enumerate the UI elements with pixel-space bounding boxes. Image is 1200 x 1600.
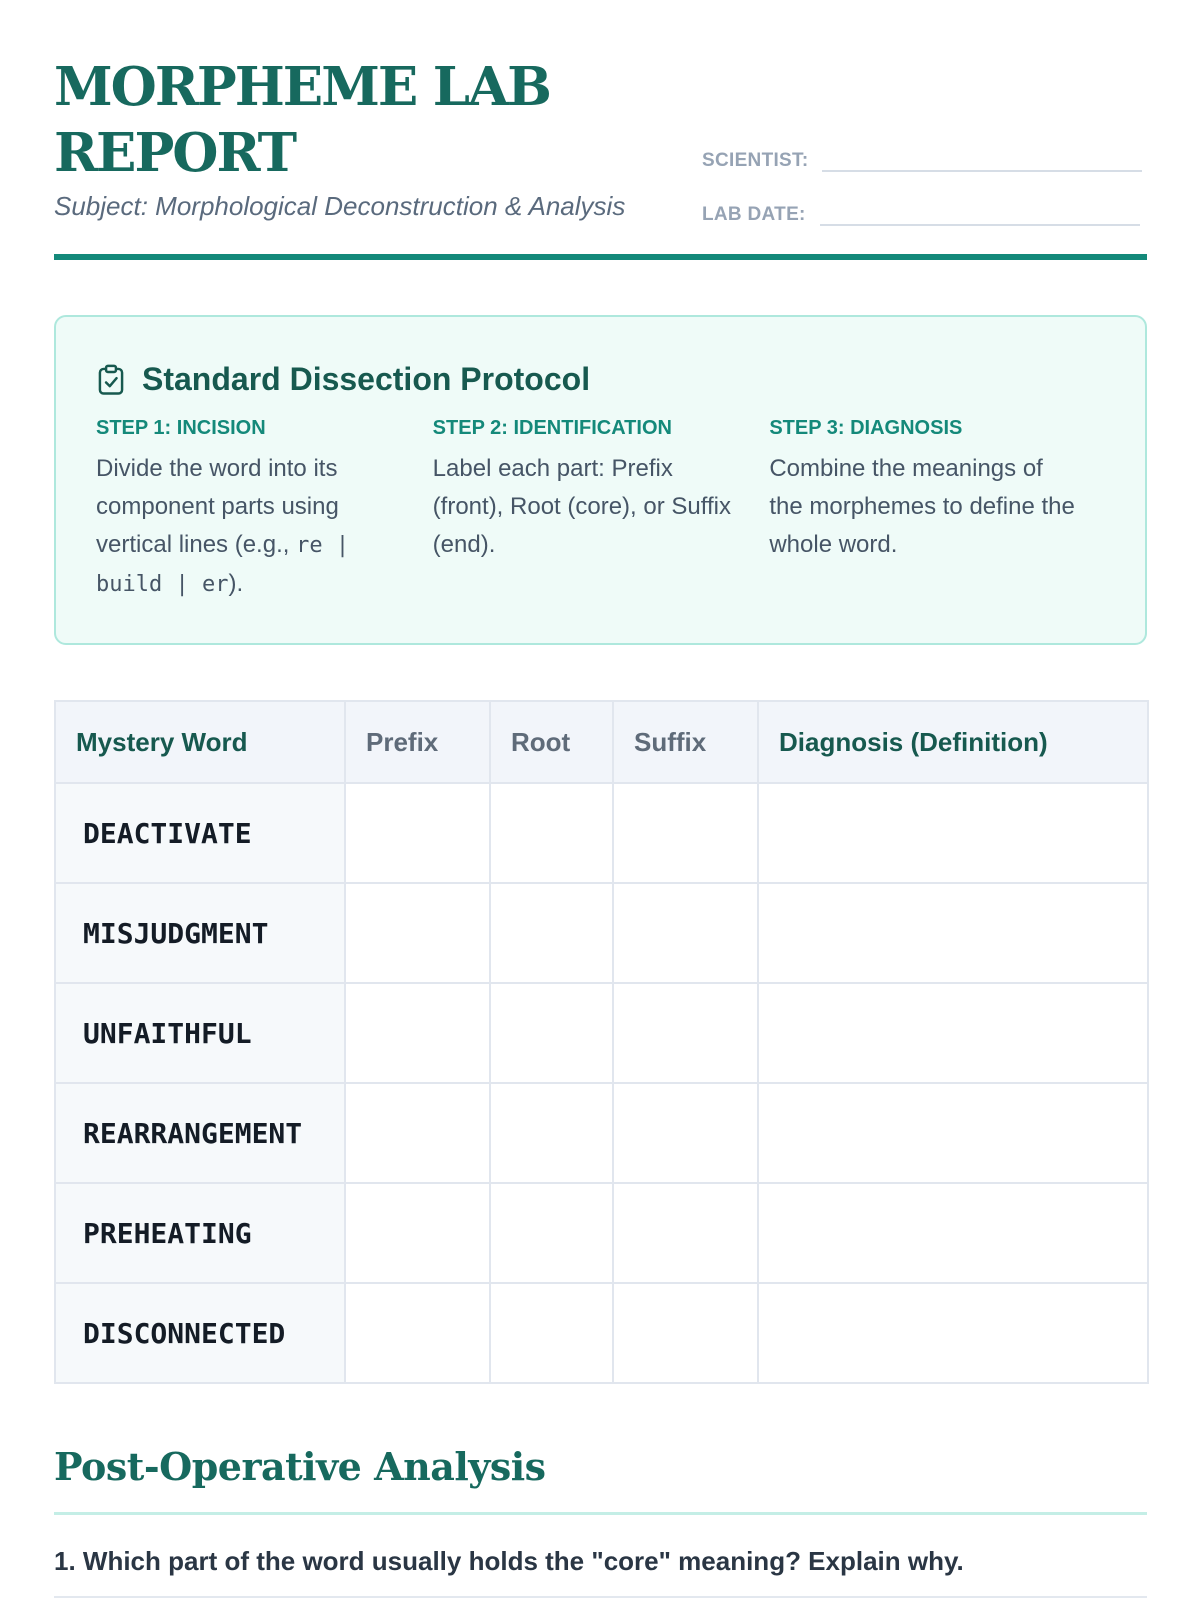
column-header-root: Root bbox=[490, 701, 613, 783]
suffix-cell[interactable] bbox=[613, 983, 758, 1083]
suffix-cell[interactable] bbox=[613, 1183, 758, 1283]
analysis-divider bbox=[54, 1512, 1147, 1515]
diagnosis-cell[interactable] bbox=[758, 1083, 1148, 1183]
protocol-title: Standard Dissection Protocol bbox=[142, 361, 591, 397]
lab-date-label: LAB DATE: bbox=[702, 204, 806, 225]
diagnosis-cell[interactable] bbox=[758, 1183, 1148, 1283]
morpheme-table bbox=[54, 700, 1149, 1384]
column-header-suffix: Suffix bbox=[613, 701, 758, 783]
mystery-word-cell: REARRANGEMENT bbox=[55, 1083, 345, 1183]
prefix-cell[interactable] bbox=[345, 1083, 490, 1183]
table-header-row bbox=[55, 701, 1148, 783]
root-cell[interactable] bbox=[490, 983, 613, 1083]
suffix-cell[interactable] bbox=[613, 1283, 758, 1383]
table-row bbox=[55, 983, 1148, 1083]
diagnosis-cell[interactable] bbox=[758, 1283, 1148, 1383]
mystery-word-cell: DEACTIVATE bbox=[55, 783, 345, 883]
suffix-cell[interactable] bbox=[613, 783, 758, 883]
root-cell[interactable] bbox=[490, 783, 613, 883]
column-header-diagnosis: Diagnosis (Definition) bbox=[758, 701, 1148, 783]
analysis-heading: Post-Operative Analysis bbox=[54, 1444, 546, 1489]
step-3 bbox=[769, 417, 1106, 604]
table-row bbox=[55, 1283, 1148, 1383]
root-cell[interactable] bbox=[490, 1283, 613, 1383]
diagnosis-cell[interactable] bbox=[758, 883, 1148, 983]
suffix-cell[interactable] bbox=[613, 883, 758, 983]
scientist-label: SCIENTIST: bbox=[702, 150, 809, 171]
step-label: STEP 3: DIAGNOSIS bbox=[769, 417, 963, 439]
answer-line[interactable] bbox=[54, 1596, 1147, 1598]
prefix-cell[interactable] bbox=[345, 1183, 490, 1283]
column-header-prefix: Prefix bbox=[345, 701, 490, 783]
diagnosis-cell[interactable] bbox=[758, 983, 1148, 1083]
report-subject: Subject: Morphological Deconstruction & Analysis bbox=[54, 191, 626, 221]
step-2 bbox=[433, 417, 770, 604]
column-header-mystery-word: Mystery Word bbox=[55, 701, 345, 783]
protocol-heading bbox=[96, 361, 590, 398]
step-label: STEP 2: IDENTIFICATION bbox=[432, 417, 672, 439]
diagnosis-cell[interactable] bbox=[758, 783, 1148, 883]
header-divider bbox=[54, 254, 1147, 260]
step-text: Combine the meanings of the morphemes to define the whole word. bbox=[769, 455, 1075, 558]
step-example: re | build | er bbox=[96, 533, 350, 597]
mystery-word-cell: DISCONNECTED bbox=[55, 1283, 345, 1383]
scientist-field-row bbox=[702, 140, 1142, 172]
clipboard-check-icon bbox=[96, 364, 126, 396]
table-row bbox=[55, 1083, 1148, 1183]
table-row bbox=[55, 1183, 1148, 1283]
mystery-word-cell: UNFAITHFUL bbox=[55, 983, 345, 1083]
step-text-after: ). bbox=[228, 570, 244, 597]
protocol-steps bbox=[96, 417, 1106, 604]
root-cell[interactable] bbox=[490, 1183, 613, 1283]
analysis-question-1: 1. Which part of the word usually holds the "core" meaning? Explain why. bbox=[54, 1546, 964, 1576]
step-text-before: Divide the word into its component parts using vertical lines (e.g., bbox=[96, 455, 339, 558]
step-1 bbox=[96, 417, 433, 604]
mystery-word-cell: MISJUDGMENT bbox=[55, 883, 345, 983]
scientist-field[interactable] bbox=[822, 140, 1142, 172]
suffix-cell[interactable] bbox=[613, 1083, 758, 1183]
step-text bbox=[96, 450, 433, 604]
lab-date-field[interactable] bbox=[820, 194, 1140, 226]
prefix-cell[interactable] bbox=[345, 883, 490, 983]
step-text: Label each part: Prefix (front), Root (core), or Suffix (end). bbox=[432, 455, 731, 558]
page-title: MORPHEME LAB REPORT bbox=[54, 56, 550, 184]
prefix-cell[interactable] bbox=[345, 783, 490, 883]
prefix-cell[interactable] bbox=[345, 1283, 490, 1383]
step-label: STEP 1: INCISION bbox=[96, 417, 266, 439]
mystery-word-cell: PREHEATING bbox=[55, 1183, 345, 1283]
protocol-box bbox=[54, 315, 1147, 645]
report-header bbox=[54, 0, 1147, 262]
prefix-cell[interactable] bbox=[345, 983, 490, 1083]
root-cell[interactable] bbox=[490, 883, 613, 983]
lab-date-field-row bbox=[702, 194, 1140, 226]
worksheet-page bbox=[54, 0, 1147, 1576]
root-cell[interactable] bbox=[490, 1083, 613, 1183]
table-row bbox=[55, 783, 1148, 883]
table-row bbox=[55, 883, 1148, 983]
